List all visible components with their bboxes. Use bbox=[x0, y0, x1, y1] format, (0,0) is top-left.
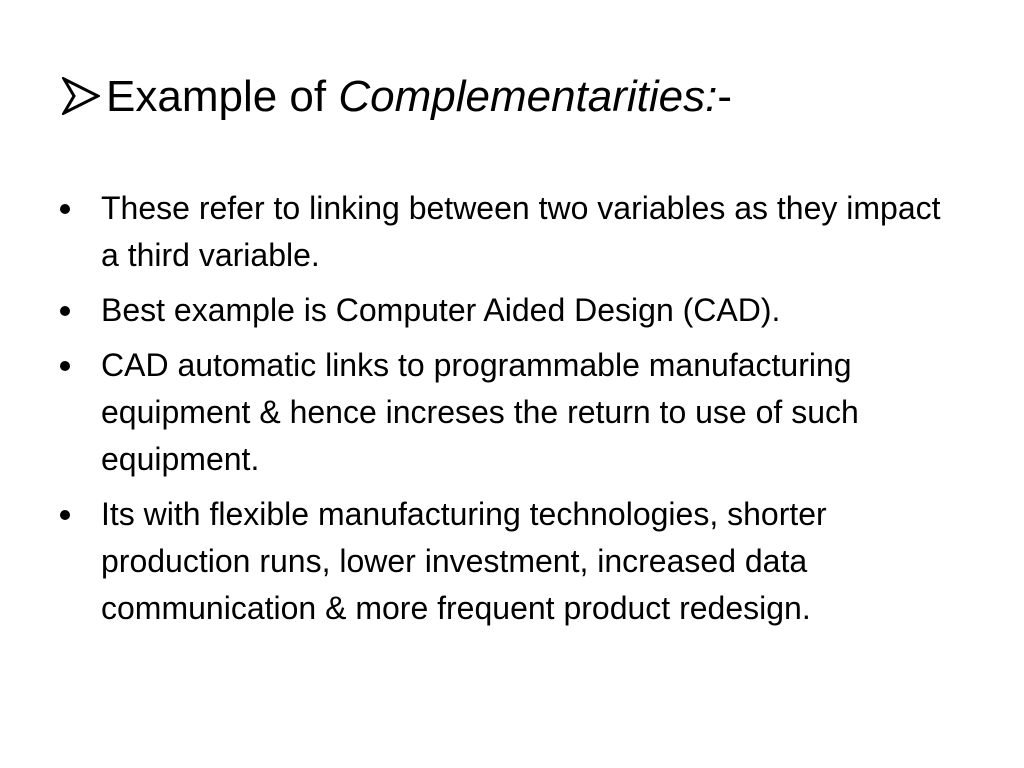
round-bullet-icon bbox=[60, 510, 70, 520]
list-item bbox=[58, 491, 958, 632]
round-bullet-icon bbox=[60, 204, 70, 214]
list-item bbox=[58, 185, 958, 279]
round-bullet-icon bbox=[60, 306, 70, 316]
slide-title bbox=[62, 66, 962, 128]
title-prefix: Example of bbox=[106, 72, 339, 121]
arrowhead-bullet-icon bbox=[62, 66, 106, 115]
bullet-text: Best example is Computer Aided Design (CAD). bbox=[101, 292, 781, 328]
list-item bbox=[58, 342, 958, 483]
bullet-text: Its with flexible manufacturing technologies, shorter production runs, lower investment, increased data communication & more frequent product redesign. bbox=[101, 496, 827, 626]
list-item bbox=[58, 287, 958, 334]
bullet-list bbox=[58, 185, 958, 640]
title-italic-term: Complementarities: bbox=[338, 72, 718, 121]
title-suffix: - bbox=[717, 72, 733, 121]
bullet-text: CAD automatic links to programmable manufacturing equipment & hence increses the return to use of such equipment. bbox=[101, 347, 859, 477]
round-bullet-icon bbox=[60, 361, 70, 371]
bullet-text: These refer to linking between two variables as they impact a third variable. bbox=[101, 190, 941, 273]
